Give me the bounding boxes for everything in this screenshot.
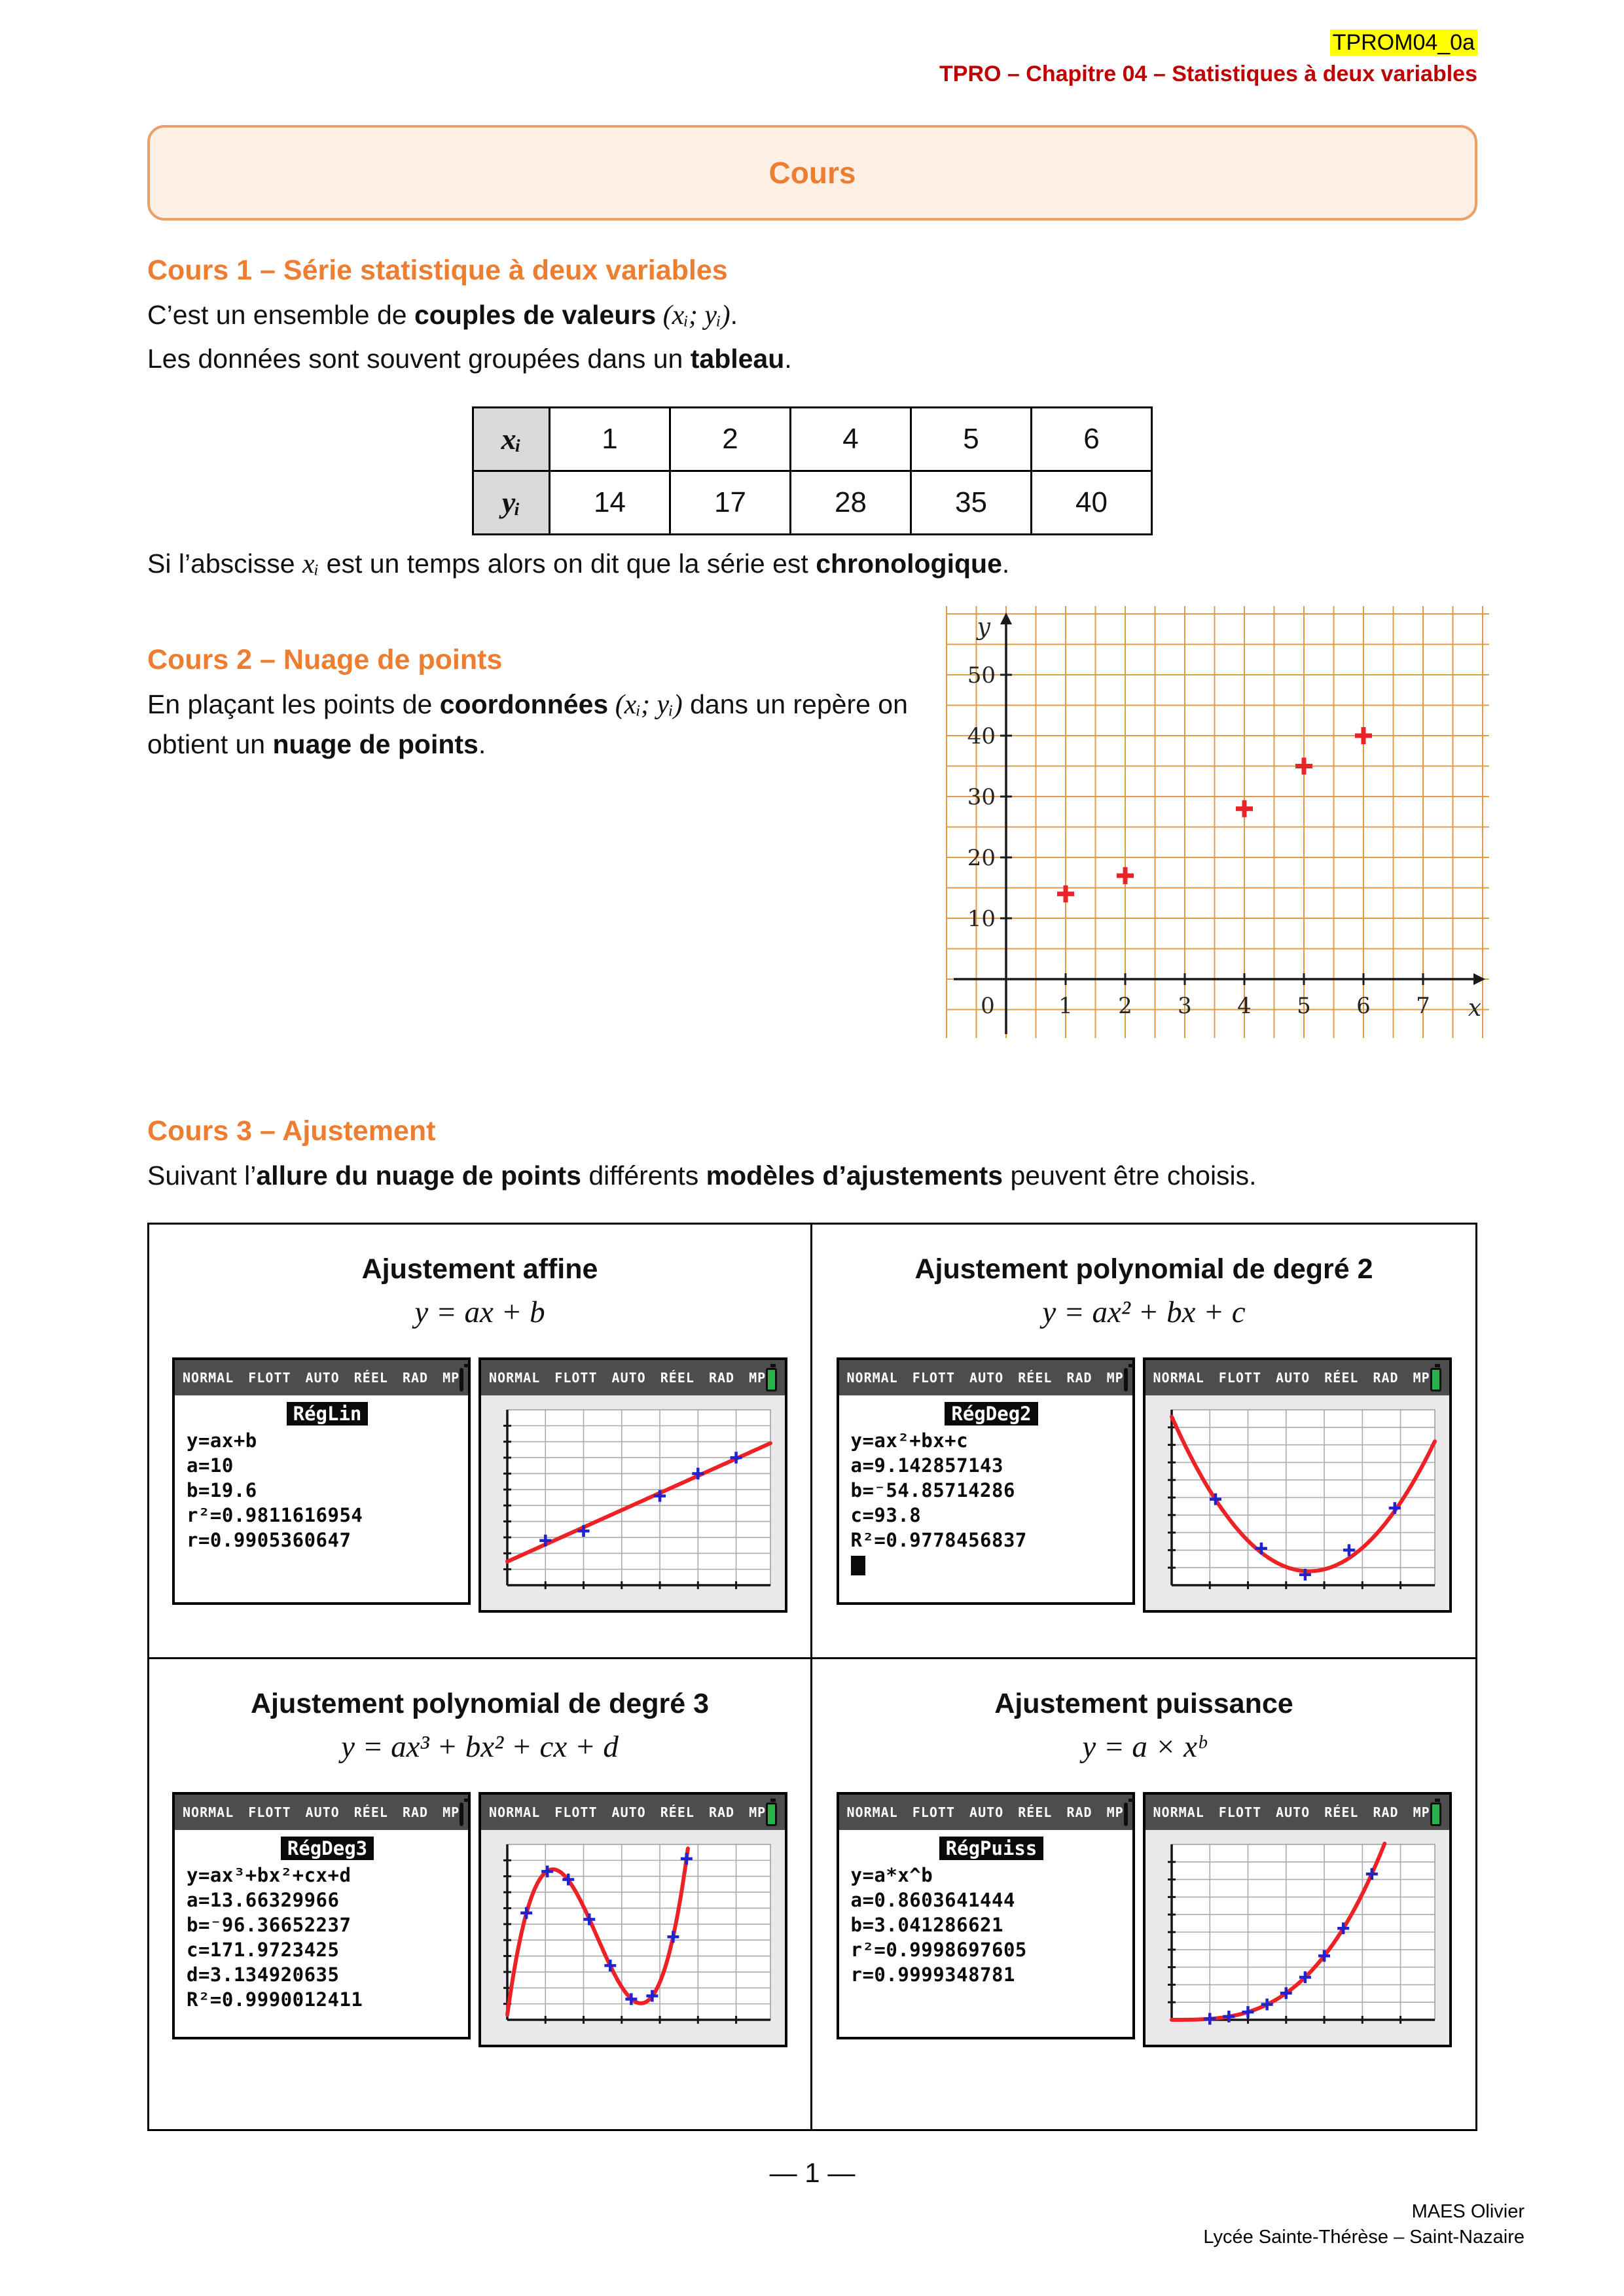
deg3-fit-plot xyxy=(490,1839,776,2034)
svg-text:30: 30 xyxy=(967,784,996,811)
svg-text:2: 2 xyxy=(1118,993,1132,1020)
svg-text:6: 6 xyxy=(1356,993,1371,1020)
battery-icon xyxy=(766,1803,777,1826)
puissance-fit-plot xyxy=(1155,1839,1440,2034)
regdeg3-badge: RégDeg3 xyxy=(281,1837,374,1860)
svg-text:0: 0 xyxy=(981,993,995,1020)
calculator-output-lines: y=ax²+bx+c a=9.142857143 b=⁻54.85714286 c=93.8 R²=0.9778456837 xyxy=(851,1428,1132,1575)
calculator-screen-regdeg2 xyxy=(837,1357,1135,1605)
svg-text:5: 5 xyxy=(1297,993,1311,1020)
table-cell: 4 xyxy=(791,407,911,471)
ajustement-puissance-formula: y = a × xᵇ xyxy=(1082,1729,1206,1764)
nuage-de-points-chart xyxy=(946,606,1489,1038)
svg-text:7: 7 xyxy=(1416,993,1430,1020)
table-cell: 14 xyxy=(550,471,670,534)
table-cell: 2 xyxy=(670,407,791,471)
cours-title: Cours xyxy=(768,156,856,190)
section-1-paragraph-3: Si l’abscisse xᵢ est un temps alors on dit que la série est chronologique. xyxy=(147,548,1010,579)
school-name: Lycée Sainte-Thérèse – Saint-Nazaire xyxy=(1203,2226,1525,2248)
ajustement-deg3-screens xyxy=(149,1792,810,2047)
battery-icon xyxy=(1124,1803,1128,1826)
section-3-paragraph-1: Suivant l’allure du nuage de points différents modèles d’ajustements peuvent être choisis. xyxy=(147,1160,1257,1191)
calculator-screen-regpuiss xyxy=(837,1792,1135,2039)
calculator-output-lines: y=ax³+bx²+cx+d a=13.66329966 b=⁻96.36652237 c=171.9723425 d=3.134920635 R²=0.9990012411 xyxy=(187,1863,363,2011)
calculator-statusbar: NORMAL FLOTT AUTO RÉEL RAD MP xyxy=(481,1795,785,1830)
ajustement-puissance-cell xyxy=(812,1659,1475,2129)
svg-text:20: 20 xyxy=(967,845,996,872)
section-2 xyxy=(147,614,1481,1081)
calculator-statusbar: NORMAL FLOTT AUTO RÉEL RAD MP xyxy=(839,1795,1132,1830)
ajustement-deg2-title: Ajustement polynomial de degré 2 xyxy=(914,1253,1373,1285)
section-2-heading: Cours 2 – Nuage de points xyxy=(147,644,503,676)
calculator-statusbar: NORMAL FLOTT AUTO RÉEL RAD MP xyxy=(175,1360,468,1395)
ajustements-grid xyxy=(147,1223,1477,2131)
section-2-paragraph-1: En plaçant les points de coordonnées (xᵢ; yᵢ) dans un repère on obtient un nuage de points. xyxy=(147,689,908,760)
calculator-screen-reglin xyxy=(172,1357,471,1605)
calculator-statusbar: NORMAL FLOTT AUTO RÉEL RAD MP xyxy=(1146,1360,1449,1395)
ajustement-deg3-cell xyxy=(149,1659,812,2129)
battery-icon xyxy=(460,1803,463,1826)
document-code-highlight: TPROM04_0a xyxy=(1330,29,1477,56)
ajustement-deg2-formula: y = ax² + bx + c xyxy=(1042,1295,1246,1329)
table-cell: 17 xyxy=(670,471,791,534)
footer-author-block xyxy=(147,2199,1525,2250)
calculator-screen-regdeg3 xyxy=(172,1792,471,2039)
calculator-statusbar: NORMAL FLOTT AUTO RÉEL RAD MP xyxy=(175,1795,468,1830)
ajustement-deg2-cell xyxy=(812,1225,1475,1659)
battery-icon xyxy=(460,1368,463,1391)
page-content xyxy=(147,0,1525,2250)
math-couple-xy: (xᵢ; yᵢ) xyxy=(608,690,683,721)
section-2-text xyxy=(147,644,929,763)
table-cell: 5 xyxy=(911,407,1032,471)
ajustement-puissance-title: Ajustement puissance xyxy=(994,1687,1293,1719)
section-1-heading: Cours 1 – Série statistique à deux variables xyxy=(147,255,728,286)
deg2-fit-plot xyxy=(1155,1405,1440,1600)
svg-text:10: 10 xyxy=(967,906,996,933)
svg-text:3: 3 xyxy=(1178,993,1192,1020)
ajustement-deg3-formula: y = ax³ + bx² + cx + d xyxy=(341,1729,619,1764)
battery-icon xyxy=(1430,1368,1441,1391)
regdeg2-badge: RégDeg2 xyxy=(945,1402,1038,1426)
battery-icon xyxy=(1430,1803,1441,1826)
calculator-graph-puissance xyxy=(1143,1792,1452,2047)
ajustement-affine-cell xyxy=(149,1225,812,1659)
cours-title-box xyxy=(147,125,1477,221)
section-1-paragraph-1: C’est un ensemble de couples de valeurs (xᵢ; yᵢ). xyxy=(147,300,738,331)
calculator-statusbar: NORMAL FLOTT AUTO RÉEL RAD MP xyxy=(839,1360,1132,1395)
svg-text:40: 40 xyxy=(967,723,996,750)
ajustement-affine-formula: y = ax + b xyxy=(414,1295,545,1329)
page-number: — 1 — xyxy=(769,2157,856,2188)
table-header-yi: yᵢ xyxy=(473,471,550,534)
chapter-title: TPRO – Chapitre 04 – Statistiques à deux variables xyxy=(939,62,1477,86)
author-name: MAES Olivier xyxy=(1411,2200,1525,2222)
ajustement-deg3-title: Ajustement polynomial de degré 3 xyxy=(250,1687,710,1719)
regpuiss-badge: RégPuiss xyxy=(939,1837,1044,1860)
table-row-x xyxy=(473,407,1152,471)
math-xi: xᵢ xyxy=(302,548,319,579)
calculator-output-lines: y=a*x^b a=0.8603641444 b=3.041286621 r²=0.9998697605 r=0.9999348781 xyxy=(850,1863,1027,1986)
calculator-output-lines: y=ax+b a=10 b=19.6 r²=0.9811616954 r=0.9905360647 xyxy=(187,1429,363,1551)
calculator-graph-deg3 xyxy=(478,1792,787,2047)
page-header xyxy=(147,30,1477,87)
ajustement-affine-screens xyxy=(149,1357,810,1613)
calculator-statusbar: NORMAL FLOTT AUTO RÉEL RAD MP xyxy=(481,1360,785,1395)
calculator-statusbar: NORMAL FLOTT AUTO RÉEL RAD MP xyxy=(1146,1795,1449,1830)
table-cell: 35 xyxy=(911,471,1032,534)
reglin-badge: RégLin xyxy=(287,1402,369,1426)
math-couple-xy: (xᵢ; yᵢ) xyxy=(656,300,731,331)
section-1-paragraph-2: Les données sont souvent groupées dans un tableau. xyxy=(147,343,792,374)
svg-text:1: 1 xyxy=(1058,993,1073,1020)
table-cell: 40 xyxy=(1032,471,1152,534)
table-row-y xyxy=(473,471,1152,534)
document-code xyxy=(147,30,1477,56)
battery-icon xyxy=(766,1368,777,1391)
svg-text:x: x xyxy=(1468,995,1481,1022)
svg-text:50: 50 xyxy=(967,662,996,689)
calculator-graph-deg2 xyxy=(1143,1357,1452,1613)
affine-fit-plot xyxy=(490,1405,776,1600)
table-cell: 1 xyxy=(550,407,670,471)
svg-text:4: 4 xyxy=(1237,993,1252,1020)
ajustement-affine-title: Ajustement affine xyxy=(361,1253,598,1285)
ajustement-deg2-screens xyxy=(812,1357,1475,1613)
table-header-xi: xᵢ xyxy=(473,407,550,471)
section-3-heading: Cours 3 – Ajustement xyxy=(147,1115,436,1147)
table-cell: 6 xyxy=(1032,407,1152,471)
serie-statistique-table xyxy=(472,406,1153,535)
svg-text:y: y xyxy=(977,614,990,641)
ajustement-puissance-screens xyxy=(812,1792,1475,2047)
calculator-graph-affine xyxy=(478,1357,787,1613)
battery-icon xyxy=(1124,1368,1128,1391)
table-cell: 28 xyxy=(791,471,911,534)
